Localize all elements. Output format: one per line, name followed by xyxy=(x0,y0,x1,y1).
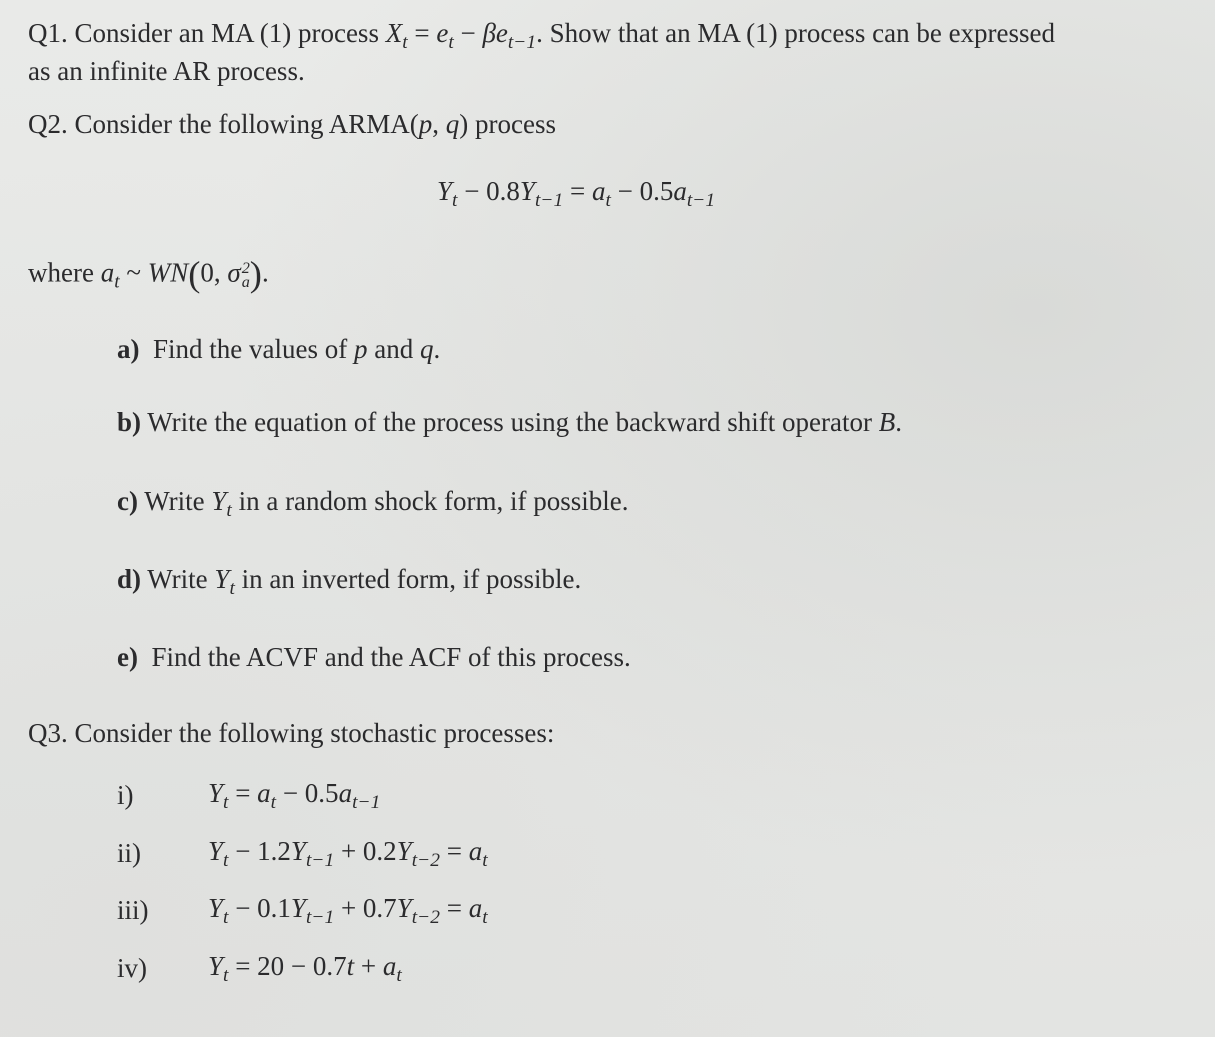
q2-part-c: c) Write $Y_t$ in a random shock form, if possible. xyxy=(117,486,629,521)
q3-equation-iv: $Y_t = 20 - 0.7t + a_t$ xyxy=(208,951,402,986)
q1-lead: Q1. Consider an MA (1) process xyxy=(28,18,386,48)
q3-equation-iii: $Y_t - 0.1Y_{t-1} + 0.7Y_{t-2} = a_t$ xyxy=(208,893,488,928)
q3-label-i: i) xyxy=(117,780,134,810)
q3-equation-i: $Y_t = a_t - 0.5a_{t-1}$ xyxy=(208,778,381,813)
q1-line1 xyxy=(28,18,1056,53)
q2-part-b: b) Write the equation of the process using the backward shift operator B. xyxy=(117,407,902,437)
q3-label-iv: iv) xyxy=(117,953,147,983)
q2-equation: $Y_t - 0.8Y_{t-1} = a_t - 0.5a_{t-1}$ xyxy=(437,176,716,211)
q3-equation-ii: $Y_t - 1.2Y_{t-1} + 0.2Y_{t-2} = a_t$ xyxy=(208,836,488,871)
q3-intro: Q3. Consider the following stochastic processes: xyxy=(28,718,555,748)
q1-line2: as an infinite AR process. xyxy=(28,56,305,86)
q2-part-a: a) Find the values of p and q. xyxy=(117,334,441,364)
q3-label-iii: iii) xyxy=(117,895,149,925)
q2-intro: Q2. Consider the following ARMA(p, q) process xyxy=(28,109,556,139)
q2-where: where $a_t$ ~ WN(0, σ 2 a ). xyxy=(28,254,269,294)
q1-tail: . Show that an MA (1) process can be expressed xyxy=(536,18,1056,48)
q3-label-ii: ii) xyxy=(117,838,141,868)
q2-part-e: e) Find the ACVF and the ACF of this process. xyxy=(117,642,631,672)
q2-part-d: d) Write $Y_t$ in an inverted form, if possible. xyxy=(117,564,582,599)
q1-equation: $X_t = e_t - \beta e_{t-1}$ xyxy=(385,18,537,53)
